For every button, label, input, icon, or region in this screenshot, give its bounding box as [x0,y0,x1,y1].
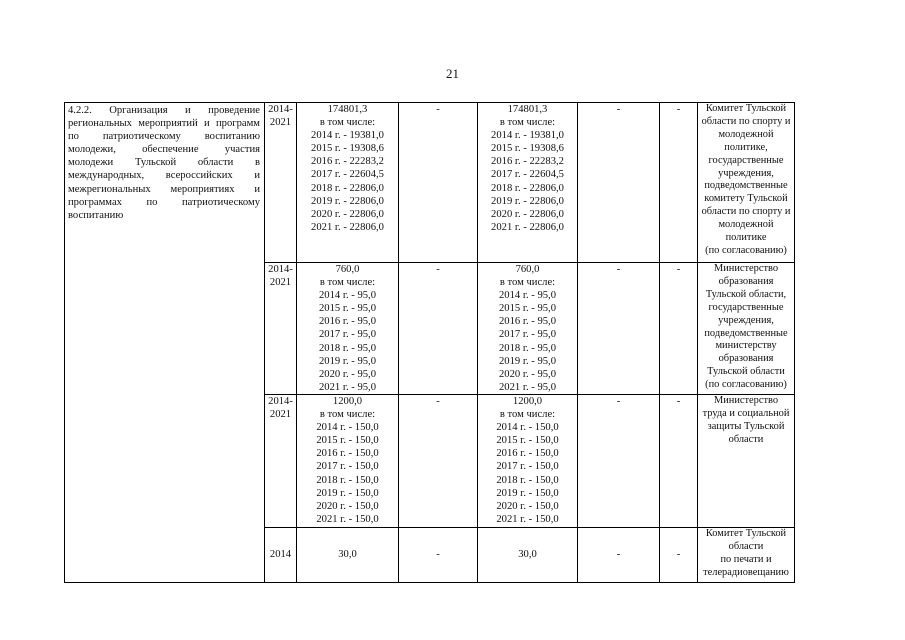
budget-line: 2018 г. - 22806,0 [491,182,564,194]
dash-value: - [676,104,681,115]
period-line: 2021 [269,409,292,421]
executor-line: Комитет Тульской [705,103,787,114]
executor-cell [698,263,795,395]
budget-line: в том числе: [499,277,556,289]
executor-line: телерадиовещанию [703,566,789,578]
executor-line: области [728,433,764,445]
dash-value: - [616,549,621,561]
period-line: 2021 [269,117,292,129]
budget-line: 2021 г. - 95,0 [499,381,556,393]
total-line: 2021 г. - 95,0 [319,381,376,393]
executor-line: молодежной [718,128,774,140]
total-line: 2016 г. - 150,0 [316,448,379,460]
budget-line: 2020 г. - 22806,0 [491,208,564,220]
budget-line: 1200,0 [512,396,543,407]
total-line: 2020 г. - 95,0 [319,368,376,380]
budget-line: 2021 г. - 22806,0 [491,221,564,233]
budget-line: 2018 г. - 95,0 [499,342,556,354]
budget-line: 2017 г. - 22604,5 [491,169,564,181]
executor-line: государственные [708,301,784,313]
federal-cell [399,103,478,263]
regional-cell [478,263,578,395]
executor-line: (по согласованию) [705,379,787,391]
budget-line: 2017 г. - 150,0 [496,461,559,473]
total-line: 2017 г. - 22604,5 [311,169,384,181]
total-line: 2015 г. - 19308,6 [311,143,384,155]
dash-value: - [616,104,621,115]
budget-line: 2016 г. - 22283,2 [491,156,564,168]
total-line: 1200,0 [332,396,363,407]
total-line: 2018 г. - 22806,0 [311,182,384,194]
executor-line: учреждения, [718,167,774,179]
dash-value: - [676,264,681,275]
dash-value: - [436,549,440,561]
federal-cell [399,395,478,528]
executor-line: Министерство [713,395,779,406]
total-line: 2021 г. - 150,0 [316,513,379,525]
federal-cell [399,528,478,583]
budget-line: 2021 г. - 150,0 [496,513,559,525]
extra-cell [660,395,698,528]
total-line: в том числе: [319,409,376,421]
extra-cell [660,528,698,583]
executor-line: Комитет Тульской [705,528,787,539]
total-line: 2018 г. - 95,0 [319,342,376,354]
total-line: 2014 г. - 19381,0 [311,130,384,142]
budget-line: 2015 г. - 19308,6 [491,143,564,155]
total-line: 2016 г. - 95,0 [319,316,376,328]
budget-line: 2014 г. - 19381,0 [491,130,564,142]
total-line: 2019 г. - 95,0 [319,355,376,367]
budget-line: 760,0 [515,264,540,275]
budget-line: 2014 г. - 95,0 [499,290,556,302]
total-line: 2016 г. - 22283,2 [311,156,384,168]
federal-cell [399,263,478,395]
executor-line: политике [725,232,767,244]
total-cell [297,263,399,395]
local-cell [578,528,660,583]
total-line: 2015 г. - 95,0 [319,303,376,315]
total-line: 2021 г. - 22806,0 [311,221,384,233]
local-cell [578,103,660,263]
regional-cell [478,103,578,263]
budget-line: 2019 г. - 22806,0 [491,195,564,207]
dash-value: - [436,396,440,407]
executor-line: Тульской области [707,366,785,378]
total-line: 2015 г. - 150,0 [316,435,379,447]
executor-line: Тульской области, [705,288,787,300]
executor-line: подведомственные [704,327,788,339]
regional-cell [478,528,578,583]
total-cell [297,395,399,528]
total-line: 2017 г. - 150,0 [316,461,379,473]
executor-line: защиты Тульской [707,420,785,432]
budget-line: 2016 г. - 150,0 [496,448,559,460]
measure-name: 4.2.2. Организация и проведение региональных мероприятий и программ по патриотическому воспитанию молодежи, обеспечение участия молодежи Тульской области в международных, всероссийских и межрегиональных мероприятиях и программах по патриотическому воспитанию [68,105,260,221]
period-cell [265,528,297,583]
dash-value: - [616,264,621,275]
budget-line: 2019 г. - 150,0 [496,487,559,499]
total-line: 174801,3 [327,104,368,115]
total-line: 2019 г. - 150,0 [316,487,379,499]
total-line: 2020 г. - 150,0 [316,500,379,512]
total-line: 2020 г. - 22806,0 [311,208,384,220]
period-line: 2021 [269,277,292,289]
executor-line: министерству [715,340,777,352]
executor-line: по печати и [720,553,772,565]
budget-line: 2020 г. - 95,0 [499,368,556,380]
total-line: в том числе: [319,277,376,289]
period-line: 2014 [269,549,292,561]
executor-line: труда и социальной [702,407,790,419]
executor-line: комитету Тульской [704,193,788,205]
budget-line: 2014 г. - 150,0 [496,422,559,434]
period-line: 2014- [268,104,293,115]
total-line: 2014 г. - 95,0 [319,290,376,302]
total-cell [297,103,399,263]
total-line: в том числе: [319,117,376,129]
extra-cell [660,263,698,395]
budget-line: 2015 г. - 150,0 [496,435,559,447]
period-line: 2014- [268,264,293,275]
dash-value: - [616,396,621,407]
executor-line: молодежной [718,219,774,231]
period-cell [265,395,297,528]
dash-value: - [436,264,440,275]
executor-line: области [728,540,764,552]
program-table [64,102,795,583]
dash-value: - [436,104,440,115]
executor-cell [698,395,795,528]
measure-name-cell [65,103,265,583]
budget-line: 2015 г. - 95,0 [499,303,556,315]
executor-cell [698,528,795,583]
budget-line: 2018 г. - 150,0 [496,474,559,486]
page-number: 21 [446,66,459,81]
total-cell [297,528,399,583]
total-line: 2018 г. - 150,0 [316,474,379,486]
total-line: 2019 г. - 22806,0 [311,195,384,207]
period-cell [265,103,297,263]
budget-line: 30,0 [518,549,537,561]
budget-line: 2019 г. - 95,0 [499,355,556,367]
executor-line: политике, [724,141,768,153]
executor-line: подведомственные [704,180,788,192]
budget-line: в том числе: [499,117,556,129]
local-cell [578,263,660,395]
budget-line: 174801,3 [507,104,548,115]
executor-line: образования [718,275,774,287]
budget-line: 2017 г. - 95,0 [499,329,556,341]
executor-cell [698,103,795,263]
total-line: 30,0 [338,549,357,561]
local-cell [578,395,660,528]
executor-line: государственные [708,154,784,166]
executor-line: учреждения, [718,314,774,326]
executor-line: образования [718,353,774,365]
dash-value: - [676,549,681,561]
extra-cell [660,103,698,263]
period-line: 2014- [268,396,293,407]
budget-line: 2020 г. - 150,0 [496,500,559,512]
total-line: 760,0 [335,264,360,275]
period-cell [265,263,297,395]
budget-line: в том числе: [499,409,556,421]
regional-cell [478,395,578,528]
total-line: 2014 г. - 150,0 [316,422,379,434]
table-row [65,103,795,263]
executor-line: области по спорту и [701,115,791,127]
dash-value: - [676,396,681,407]
executor-line: (по согласованию) [705,244,787,256]
executor-line: Министерство [713,263,779,274]
total-line: 2017 г. - 95,0 [319,329,376,341]
budget-line: 2016 г. - 95,0 [499,316,556,328]
executor-line: области по спорту и [701,206,791,218]
